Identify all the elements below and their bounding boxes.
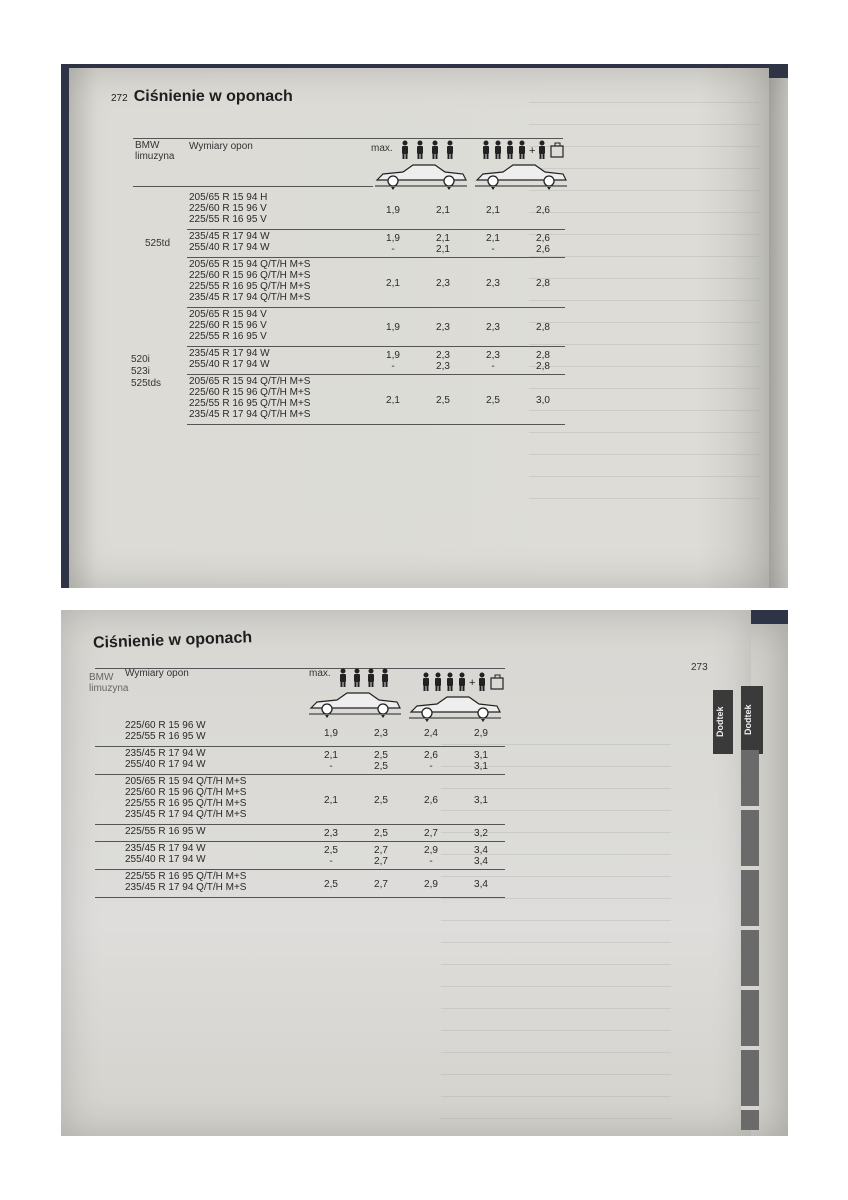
pressure-value: 2,6 bbox=[424, 794, 438, 806]
pressure-value: 2,6 bbox=[536, 244, 550, 255]
pressure-value: 2,4 bbox=[424, 727, 438, 739]
pressure-value: 3,4 bbox=[474, 845, 488, 856]
svg-text:+: + bbox=[469, 677, 476, 689]
pressure-value: 2,1 bbox=[386, 277, 400, 289]
tire-size: 235/45 R 17 94 Q/T/H M+S bbox=[125, 809, 247, 820]
pressure-value: 2,9 bbox=[424, 878, 438, 890]
row-separator bbox=[187, 374, 565, 375]
person-icon bbox=[340, 669, 346, 688]
pressure-value: - bbox=[391, 361, 395, 372]
five-persons-luggage-icon bbox=[481, 140, 567, 160]
row-separator bbox=[187, 257, 565, 258]
pressure-value: - bbox=[329, 856, 333, 867]
pressure-value: 2,5 bbox=[324, 878, 338, 890]
tire-size: 225/55 R 16 95 V bbox=[189, 331, 267, 342]
table-row bbox=[125, 720, 535, 746]
table-row bbox=[189, 231, 567, 257]
pressure-value: 3,4 bbox=[474, 878, 488, 890]
page-title: Ciśnienie w oponach bbox=[92, 629, 253, 652]
table-row bbox=[189, 376, 567, 424]
pressure-value: 2,6 bbox=[536, 205, 550, 216]
sizes-column-header: Wymiary opon bbox=[189, 141, 253, 152]
pressure-value: 2,3 bbox=[436, 361, 450, 372]
table-row bbox=[189, 309, 567, 346]
photo-page-272 bbox=[61, 64, 788, 588]
tire-sizes bbox=[189, 231, 270, 253]
pressure-value: 2,5 bbox=[374, 761, 388, 772]
table-row bbox=[125, 843, 535, 869]
pressure-value: 3,1 bbox=[474, 750, 488, 761]
row-separator bbox=[187, 346, 565, 347]
pressure-value: 1,9 bbox=[324, 727, 338, 739]
body-type-label: limuzyna bbox=[89, 683, 129, 694]
pressure-value: - bbox=[491, 361, 495, 372]
pressure-value: 1,9 bbox=[386, 205, 400, 216]
brand-label: BMW bbox=[135, 140, 160, 151]
tire-size: 205/65 R 15 94 Q/T/H M+S bbox=[125, 776, 247, 787]
page-number: 272 bbox=[111, 93, 128, 104]
pressure-value: 2,1 bbox=[486, 205, 500, 216]
pressure-value: 2,9 bbox=[474, 727, 488, 739]
pressure-value: 2,6 bbox=[424, 750, 438, 761]
model-name: 525tds bbox=[131, 378, 162, 389]
tire-size: 225/60 R 15 96 V bbox=[189, 203, 267, 214]
row-separator bbox=[95, 897, 505, 898]
title-text: Ciśnienie w oponach bbox=[133, 88, 293, 105]
pressure-value: 2,6 bbox=[536, 233, 550, 244]
pressure-value: - bbox=[429, 856, 433, 867]
table-row bbox=[125, 826, 535, 841]
luggage-icon bbox=[491, 675, 503, 689]
tire-size: 255/40 R 17 94 W bbox=[125, 854, 206, 865]
pressure-value: 3,1 bbox=[474, 761, 488, 772]
tire-size: 225/60 R 15 96 V bbox=[189, 320, 267, 331]
row-separator bbox=[95, 824, 505, 825]
pressure-value: 2,7 bbox=[374, 856, 388, 867]
brand-column-header bbox=[135, 140, 174, 162]
pressure-value: - bbox=[429, 761, 433, 772]
pressure-value: 2,1 bbox=[324, 750, 338, 761]
tire-sizes bbox=[189, 376, 310, 420]
max-label: max. bbox=[309, 668, 331, 679]
table-row bbox=[189, 259, 567, 307]
pressure-value: 3,0 bbox=[536, 394, 550, 406]
model-name: 523i bbox=[131, 366, 150, 377]
tire-size: 235/45 R 17 94 W bbox=[189, 231, 270, 242]
tire-size: 225/55 R 16 95 Q/T/H M+S bbox=[189, 398, 311, 409]
header-bottom-rule bbox=[133, 186, 373, 187]
pressure-value: 3,1 bbox=[474, 794, 488, 806]
photo-page-273 bbox=[61, 610, 788, 1136]
tire-sizes bbox=[125, 843, 206, 865]
row-separator bbox=[187, 424, 565, 425]
pressure-value: 1,9 bbox=[386, 350, 400, 361]
section-tab-appendix-front[interactable]: Dodtek bbox=[741, 686, 763, 754]
tire-sizes bbox=[189, 259, 310, 303]
model-label-525td bbox=[145, 238, 170, 250]
page-273 bbox=[61, 610, 751, 1136]
tire-size: 225/60 R 15 96 Q/T/H M+S bbox=[125, 787, 247, 798]
pressure-value: 2,8 bbox=[536, 322, 550, 333]
four-persons-icon bbox=[337, 668, 401, 688]
tire-sizes bbox=[189, 192, 267, 225]
pressure-value: 2,5 bbox=[374, 750, 388, 761]
tire-size: 225/55 R 16 95 Q/T/H M+S bbox=[189, 281, 311, 292]
luggage-icon bbox=[551, 143, 563, 157]
tire-size: 225/55 R 16 95 V bbox=[189, 214, 267, 225]
pressure-value: 2,7 bbox=[374, 845, 388, 856]
pressure-value: 2,1 bbox=[324, 794, 338, 806]
sizes-column-header: Wymiary opon bbox=[125, 668, 189, 679]
tire-size: 235/45 R 17 94 Q/T/H M+S bbox=[189, 292, 311, 303]
tire-sizes bbox=[189, 348, 270, 370]
tire-size: 225/55 R 16 95 W bbox=[125, 731, 206, 742]
pressure-value: 2,5 bbox=[436, 394, 450, 406]
model-name: 525td bbox=[145, 238, 171, 249]
tire-size: 225/60 R 15 96 W bbox=[125, 720, 206, 731]
tire-size: 225/55 R 16 95 W bbox=[125, 826, 206, 837]
pressure-value: 3,4 bbox=[474, 856, 488, 867]
tire-size: 225/60 R 15 96 Q/T/H M+S bbox=[189, 270, 311, 281]
pressure-value: 2,1 bbox=[436, 244, 450, 255]
pressure-value: 2,8 bbox=[536, 361, 550, 372]
pressure-value: 3,2 bbox=[474, 828, 488, 839]
tire-sizes bbox=[125, 776, 246, 820]
table-row bbox=[189, 192, 567, 229]
tire-size: 205/65 R 15 94 H bbox=[189, 192, 268, 203]
brand-label: BMW bbox=[89, 672, 114, 683]
person-icon bbox=[402, 141, 408, 160]
pressure-value: 2,3 bbox=[324, 828, 338, 839]
page-273-edge bbox=[769, 78, 788, 588]
tire-size: 235/45 R 17 94 W bbox=[125, 748, 206, 759]
page-272 bbox=[69, 68, 769, 588]
tire-sizes bbox=[125, 720, 206, 742]
model-label-group bbox=[131, 354, 161, 390]
max-label: max. bbox=[371, 143, 393, 154]
pressure-value: 2,5 bbox=[374, 794, 388, 806]
pressure-value: 2,3 bbox=[486, 350, 500, 361]
pressure-value: 2,5 bbox=[324, 845, 338, 856]
pressure-value: - bbox=[329, 761, 333, 772]
tire-sizes bbox=[125, 748, 206, 770]
tire-size: 205/65 R 15 94 Q/T/H M+S bbox=[189, 259, 311, 270]
pressure-value: 2,7 bbox=[374, 878, 388, 890]
pressure-value: 2,1 bbox=[386, 394, 400, 406]
pressure-value: 2,1 bbox=[486, 233, 500, 244]
pressure-value: 2,5 bbox=[374, 828, 388, 839]
tire-size: 235/45 R 17 94 Q/T/H M+S bbox=[189, 409, 311, 420]
svg-text:+: + bbox=[529, 145, 536, 157]
tire-sizes bbox=[189, 309, 267, 342]
header-top-rule bbox=[133, 138, 563, 139]
page-number: 273 bbox=[691, 662, 708, 673]
row-separator bbox=[187, 307, 565, 308]
pressure-value: 2,3 bbox=[486, 322, 500, 333]
car-side-icon-full-load bbox=[473, 160, 569, 192]
pressure-value: 2,8 bbox=[536, 350, 550, 361]
table-row bbox=[125, 748, 535, 774]
car-side-icon-normal-load bbox=[307, 688, 403, 720]
pressure-value: 2,1 bbox=[436, 233, 450, 244]
pressure-value: 2,3 bbox=[486, 277, 500, 289]
pressure-value: 2,3 bbox=[436, 350, 450, 361]
page-title bbox=[111, 88, 293, 106]
pressure-value: 2,9 bbox=[424, 845, 438, 856]
tire-size: 205/65 R 15 94 V bbox=[189, 309, 267, 320]
tire-size: 225/60 R 15 96 Q/T/H M+S bbox=[189, 387, 311, 398]
row-separator bbox=[187, 229, 565, 230]
tire-size: 255/40 R 17 94 W bbox=[125, 759, 206, 770]
model-name: 520i bbox=[131, 354, 150, 365]
table-row bbox=[125, 871, 535, 897]
table-row bbox=[189, 348, 567, 374]
pressure-value: 2,7 bbox=[424, 828, 438, 839]
tire-size: 255/40 R 17 94 W bbox=[189, 359, 270, 370]
tire-sizes bbox=[125, 871, 246, 893]
pressure-value: 2,3 bbox=[374, 727, 388, 739]
four-persons-icon bbox=[399, 140, 469, 160]
pressure-value: 2,5 bbox=[486, 394, 500, 406]
pressure-value: 2,3 bbox=[436, 277, 450, 289]
pressure-value: 2,1 bbox=[436, 205, 450, 216]
tire-size: 225/55 R 16 95 Q/T/H M+S bbox=[125, 871, 247, 882]
pressure-value: 1,9 bbox=[386, 322, 400, 333]
five-persons-luggage-icon bbox=[421, 672, 507, 692]
pressure-value: 1,9 bbox=[386, 233, 400, 244]
brand-column-header bbox=[89, 672, 128, 694]
tire-size: 235/45 R 17 94 W bbox=[189, 348, 270, 359]
table-row bbox=[125, 776, 535, 824]
section-tabs-strip bbox=[741, 750, 759, 1130]
section-tab-appendix[interactable]: Dodtek bbox=[713, 690, 733, 754]
tire-size: 255/40 R 17 94 W bbox=[189, 242, 270, 253]
pressure-value: 2,8 bbox=[536, 277, 550, 289]
pressure-value: - bbox=[391, 244, 395, 255]
tire-size: 205/65 R 15 94 Q/T/H M+S bbox=[189, 376, 311, 387]
row-separator bbox=[95, 774, 505, 775]
tire-sizes bbox=[125, 826, 206, 837]
pressure-value: - bbox=[491, 244, 495, 255]
tire-size: 235/45 R 17 94 Q/T/H M+S bbox=[125, 882, 247, 893]
tire-size: 235/45 R 17 94 W bbox=[125, 843, 206, 854]
car-side-icon-normal-load bbox=[373, 160, 469, 192]
pressure-value: 2,3 bbox=[436, 322, 450, 333]
row-separator bbox=[95, 841, 505, 842]
body-type-label: limuzyna bbox=[135, 151, 175, 162]
row-separator bbox=[95, 869, 505, 870]
tire-size: 225/55 R 16 95 Q/T/H M+S bbox=[125, 798, 247, 809]
row-separator bbox=[95, 746, 505, 747]
